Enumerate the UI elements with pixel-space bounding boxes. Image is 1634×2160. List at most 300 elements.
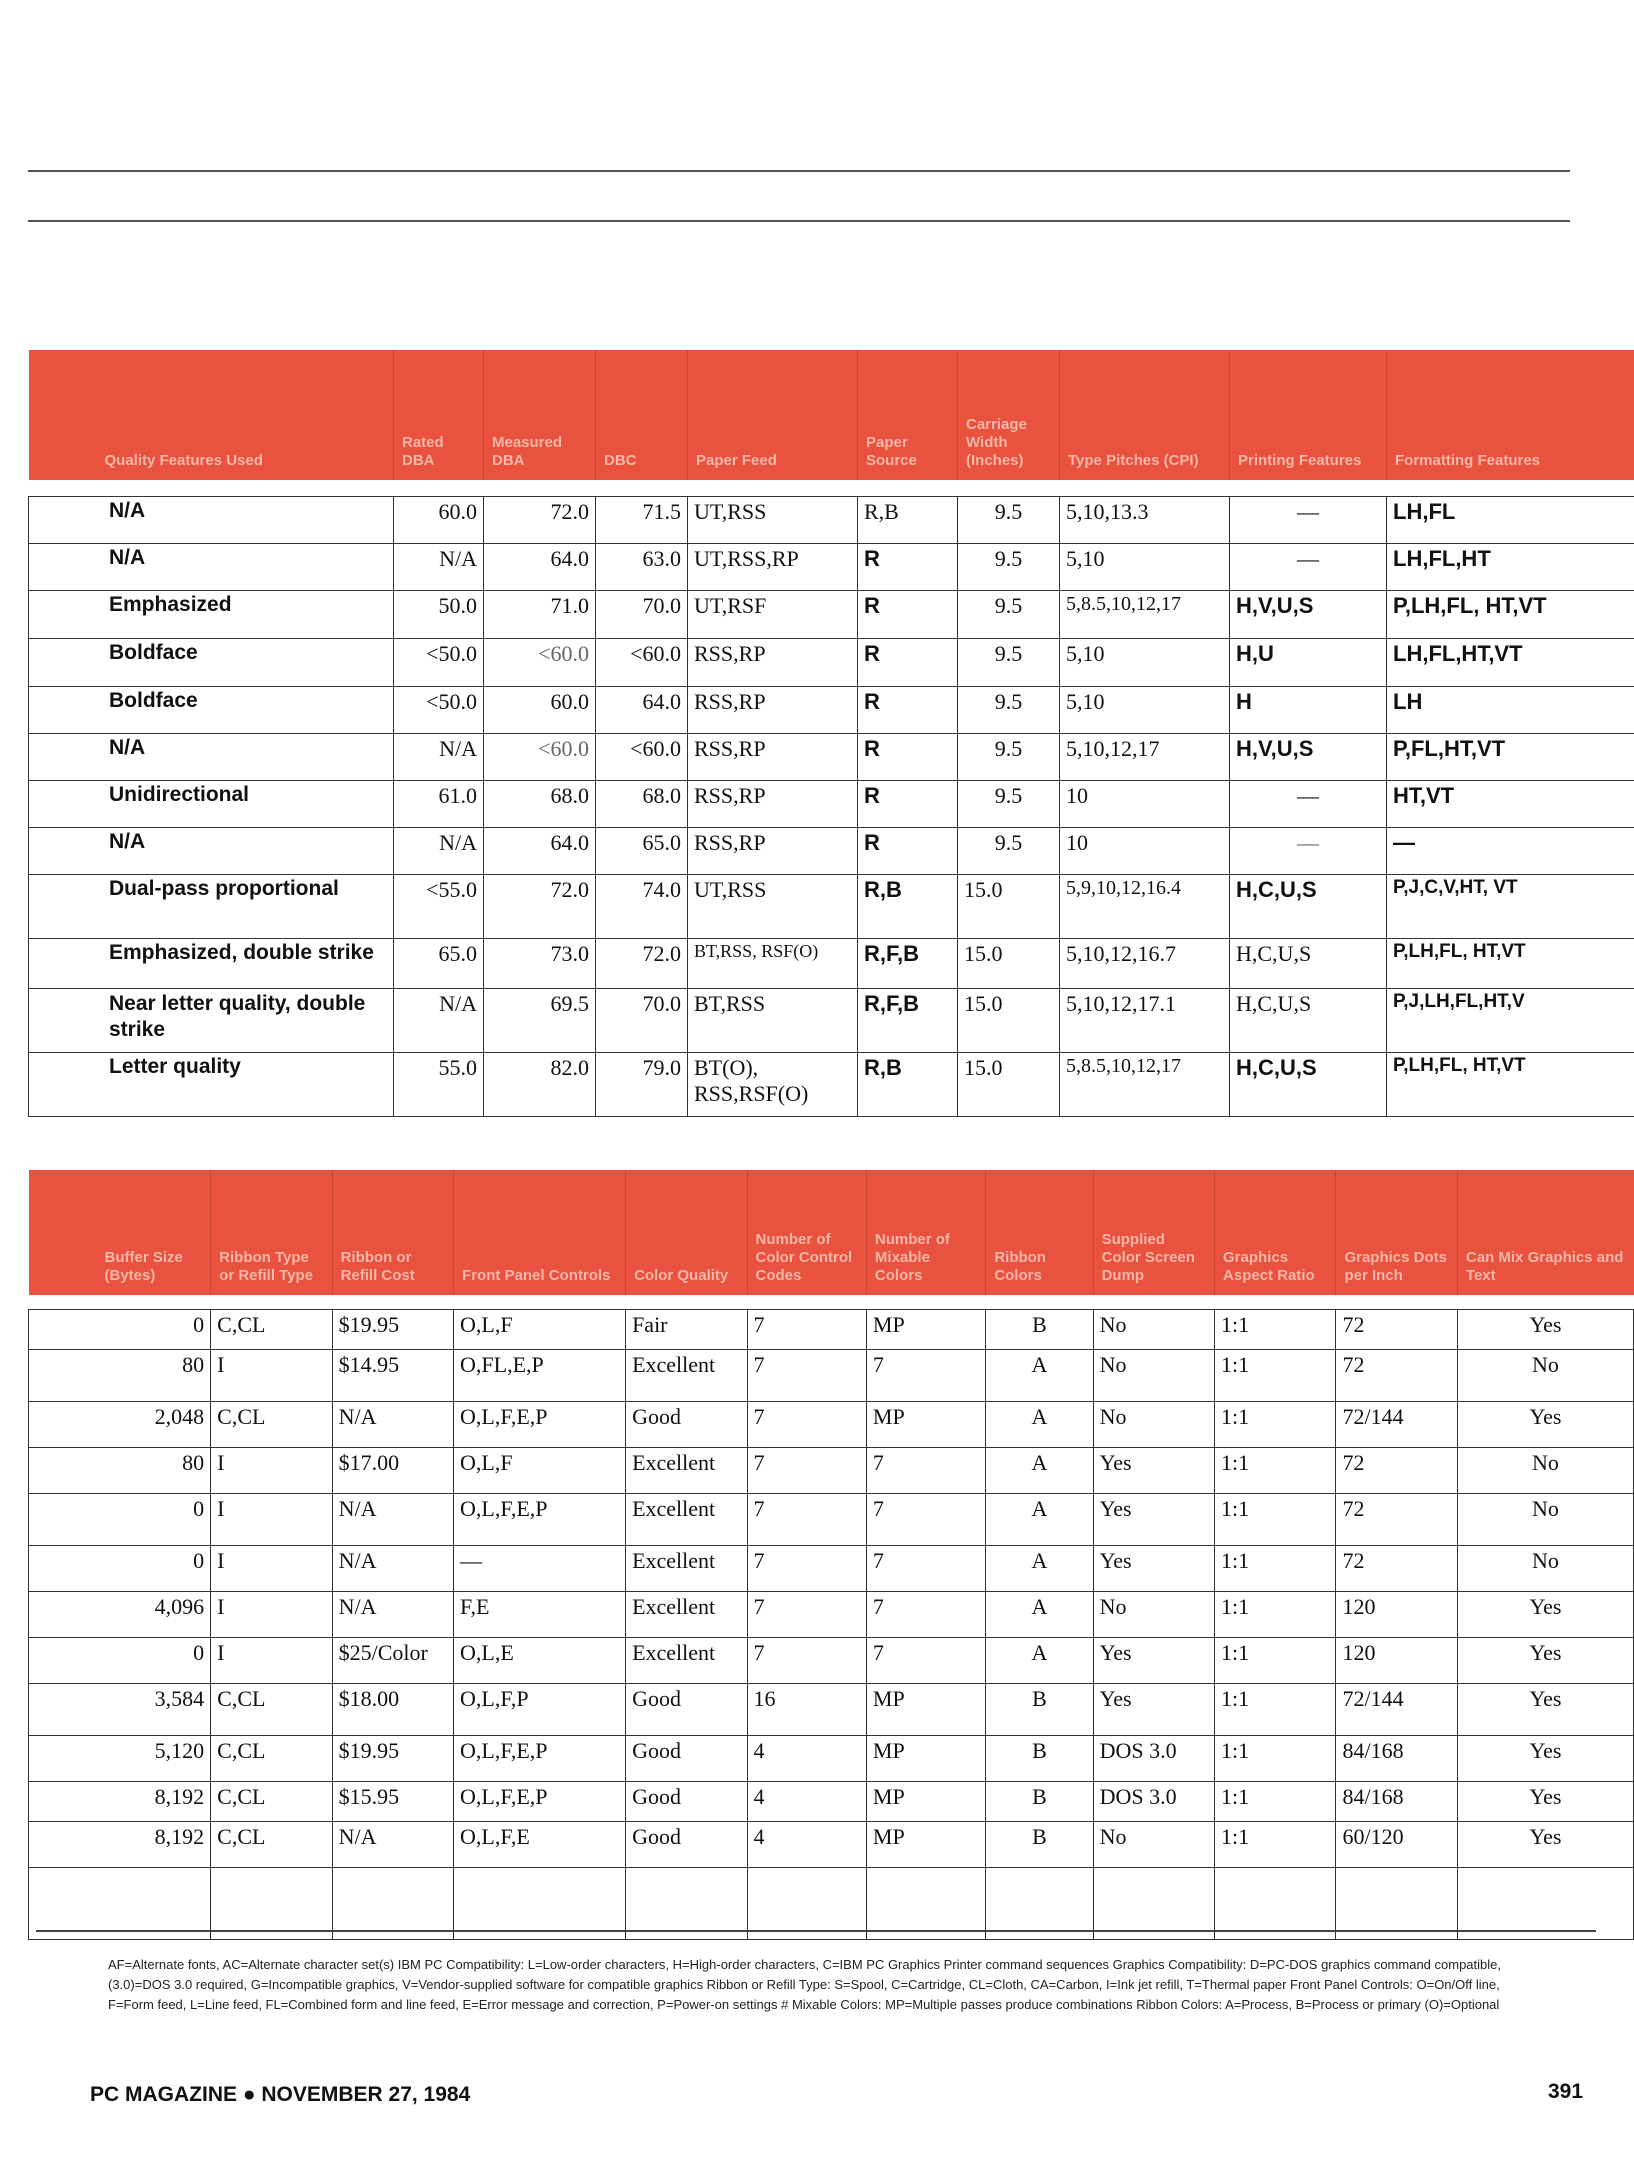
col-ribbon-colors: Ribbon Colors [986,1170,1093,1295]
cell: $14.95 [332,1349,453,1401]
cell [1093,1867,1214,1939]
col-ribbon-type: Ribbon Type or Refill Type [211,1170,332,1295]
cell: O,L,F [454,1447,626,1493]
cell: 1:1 [1215,1309,1336,1349]
cell: MP [866,1821,985,1867]
cell: 60/120 [1336,1821,1457,1867]
col-ribbon-cost: Ribbon or Refill Cost [332,1170,453,1295]
table-row [29,780,1634,827]
cell: 72/144 [1336,1401,1457,1447]
cell: H,C,U,S [1230,1052,1387,1116]
cell: Yes [1093,1683,1214,1735]
cell: <55.0 [394,874,484,938]
cell: <50.0 [394,686,484,733]
cell: RSS,RP [688,638,858,686]
cell [211,1867,332,1939]
table-row [29,733,1634,780]
col-mixable-colors: Number of Mixable Colors [866,1170,985,1295]
cell: 71.0 [484,590,596,638]
cell: N/A [29,827,394,874]
table-row [29,1637,1634,1683]
cell [986,1867,1093,1939]
top-rule-1 [28,170,1570,172]
cell: 64.0 [484,543,596,590]
cell: A [986,1401,1093,1447]
cell: C,CL [211,1683,332,1735]
cell: BT,RSS [688,988,858,1052]
cell [332,1867,453,1939]
cell: 73.0 [484,938,596,988]
cell: O,FL,E,P [454,1349,626,1401]
cell: 80 [29,1349,211,1401]
cell: No [1093,1349,1214,1401]
cell: Dual-pass proportional [29,874,394,938]
cell: H,C,U,S [1230,988,1387,1052]
table-row [29,1867,1634,1939]
cell: BT,RSS, RSF(O) [688,938,858,988]
cell: A [986,1591,1093,1637]
cell [626,1867,747,1939]
cell: 7 [866,1545,985,1591]
cell: O,L,F,E,P [454,1493,626,1545]
table-row [29,686,1634,733]
cell: Excellent [626,1493,747,1545]
cell: N/A [394,827,484,874]
cell: 72 [1336,1493,1457,1545]
cell: N/A [332,1821,453,1867]
cell: P,J,C,V,HT, VT [1387,874,1634,938]
cell: Unidirectional [29,780,394,827]
cell: 10 [1060,827,1230,874]
cell: N/A [29,496,394,543]
table-row [29,1821,1634,1867]
cell: 7 [747,1591,866,1637]
cell: Letter quality [29,1052,394,1116]
cell: — [1387,827,1634,874]
cell: 72/144 [1336,1683,1457,1735]
cell: 4,096 [29,1591,211,1637]
cell: MP [866,1781,985,1821]
cell: 4 [747,1821,866,1867]
col-carriage-width: Carriage Width (Inches) [958,350,1060,480]
cell: 7 [747,1309,866,1349]
cell: Boldface [29,638,394,686]
table-row [29,543,1634,590]
cell: No [1457,1447,1633,1493]
cell: DOS 3.0 [1093,1735,1214,1781]
table-row [29,590,1634,638]
cell: 1:1 [1215,1683,1336,1735]
cell: 72 [1336,1309,1457,1349]
col-buffer-size: Buffer Size (Bytes) [29,1170,211,1295]
cell: 9.5 [958,543,1060,590]
cell: 84/168 [1336,1781,1457,1821]
cell: 60.0 [394,496,484,543]
cell: 63.0 [596,543,688,590]
cell: Yes [1457,1309,1633,1349]
cell: H,C,U,S [1230,938,1387,988]
cell: Emphasized [29,590,394,638]
cell: R [858,827,958,874]
cell: N/A [29,733,394,780]
table-row [29,1683,1634,1735]
cell: 7 [747,1447,866,1493]
cell: I [211,1591,332,1637]
cell: MP [866,1735,985,1781]
cell: I [211,1349,332,1401]
cell: A [986,1493,1093,1545]
cell: 15.0 [958,1052,1060,1116]
cell: H,U [1230,638,1387,686]
cell: 69.5 [484,988,596,1052]
cell: Yes [1457,1683,1633,1735]
cell: 7 [866,1447,985,1493]
cell: 72.0 [484,874,596,938]
col-measured-dba: Measured DBA [484,350,596,480]
cell: 7 [866,1637,985,1683]
table-row [29,874,1634,938]
cell: — [1230,827,1387,874]
printer-features-table [28,350,1634,1117]
cell: 5,9,10,12,16.4 [1060,874,1230,938]
cell: RSS,RP [688,733,858,780]
cell [866,1867,985,1939]
cell: MP [866,1309,985,1349]
cell: Good [626,1735,747,1781]
cell: <60.0 [596,638,688,686]
cell: N/A [394,543,484,590]
cell: 1:1 [1215,1821,1336,1867]
cell: UT,RSS [688,496,858,543]
cell: 9.5 [958,590,1060,638]
cell: H [1230,686,1387,733]
cell: 64.0 [596,686,688,733]
cell: 71.5 [596,496,688,543]
cell: 7 [747,1493,866,1545]
cell: 82.0 [484,1052,596,1116]
table-row [29,1781,1634,1821]
cell: DOS 3.0 [1093,1781,1214,1821]
cell: 1:1 [1215,1349,1336,1401]
cell: 7 [747,1545,866,1591]
cell: 0 [29,1493,211,1545]
col-rated-dba: Rated DBA [394,350,484,480]
cell [1336,1867,1457,1939]
col-dbc: DBC [596,350,688,480]
cell: No [1457,1349,1633,1401]
table-row [29,827,1634,874]
cell: Yes [1457,1821,1633,1867]
cell: RSS,RP [688,827,858,874]
cell: 70.0 [596,590,688,638]
cell: MP [866,1683,985,1735]
col-type-pitches: Type Pitches (CPI) [1060,350,1230,480]
cell: $15.95 [332,1781,453,1821]
cell: 1:1 [1215,1637,1336,1683]
table-row [29,1591,1634,1637]
cell: P,LH,FL, HT,VT [1387,1052,1634,1116]
legend-footnotes: AF=Alternate fonts, AC=Alternate character set(s) IBM PC Compatibility: L=Low-order characters, H=High-order characters, C=IBM PC Graphics Printer command sequences Graphics Compatibility: D=PC-DOS graphics command compatible, (3.0)=DOS 3.0 required, G=Incompatible graphics, V=Vendor-supplied software for compatible graphics Ribbon or Refill Type: S=Spool, C=Cartridge, CL=Cloth, CA=Carbon, I=Ink jet refill, T=Thermal paper Front Panel Controls: O=On/Off line, F=Form feed, L=Line feed, FL=Combined form and line feed, E=Error message and correction, P=Power-on settings # Mixable Colors: MP=Multiple passes produce combinations Ribbon Colors: A=Process, B=Process or primary (O)=Optional [108,1957,1501,2012]
cell: $25/Color [332,1637,453,1683]
cell: P,J,LH,FL,HT,V [1387,988,1634,1052]
cell: Yes [1457,1735,1633,1781]
col-mix-graphics-text: Can Mix Graphics and Text [1457,1170,1633,1295]
col-color-codes: Number of Color Control Codes [747,1170,866,1295]
cell: 7 [747,1637,866,1683]
table-row [29,1401,1634,1447]
table-row [29,988,1634,1052]
cell: 9.5 [958,733,1060,780]
cell: C,CL [211,1781,332,1821]
col-quality-features: Quality Features Used [29,350,394,480]
cell: Excellent [626,1637,747,1683]
table-row [29,1493,1634,1545]
cell: B [986,1821,1093,1867]
cell: O,L,F [454,1309,626,1349]
cell: 7 [747,1401,866,1447]
cell: Good [626,1781,747,1821]
cell: Excellent [626,1349,747,1401]
cell: 1:1 [1215,1545,1336,1591]
cell: 80 [29,1447,211,1493]
cell: N/A [332,1545,453,1591]
cell: N/A [394,733,484,780]
cell: 68.0 [484,780,596,827]
cell: 7 [866,1493,985,1545]
cell: 15.0 [958,938,1060,988]
cell: — [1230,543,1387,590]
cell: A [986,1447,1093,1493]
cell: 1:1 [1215,1401,1336,1447]
cell: No [1093,1401,1214,1447]
cell: Excellent [626,1447,747,1493]
cell: Good [626,1821,747,1867]
cell: BT(O), RSS,RSF(O) [688,1052,858,1116]
cell: Emphasized, double strike [29,938,394,988]
top-rule-2 [28,220,1570,222]
cell: R,B [858,496,958,543]
cell: Excellent [626,1545,747,1591]
cell: <60.0 [484,733,596,780]
cell: N/A [332,1591,453,1637]
cell: 4 [747,1735,866,1781]
cell: 5,10,12,17.1 [1060,988,1230,1052]
cell: LH,FL,HT,VT [1387,638,1634,686]
cell: R [858,780,958,827]
cell: Yes [1093,1637,1214,1683]
cell: C,CL [211,1309,332,1349]
cell: HT,VT [1387,780,1634,827]
cell: P,LH,FL, HT,VT [1387,938,1634,988]
cell: 120 [1336,1591,1457,1637]
cell: 50.0 [394,590,484,638]
cell: 68.0 [596,780,688,827]
cell: O,L,F,E,P [454,1735,626,1781]
cell: RSS,RP [688,686,858,733]
publication-footer: PC MAGAZINE ● NOVEMBER 27, 1984 [90,2083,471,2106]
cell: N/A [332,1493,453,1545]
cell: R,B [858,1052,958,1116]
cell: 1:1 [1215,1591,1336,1637]
footnote-rule [36,1930,1596,1932]
cell: $17.00 [332,1447,453,1493]
cell [29,1867,211,1939]
cell: R,F,B [858,938,958,988]
cell: 5,10 [1060,686,1230,733]
cell: 70.0 [596,988,688,1052]
cell: 7 [866,1349,985,1401]
cell: O,L,F,P [454,1683,626,1735]
cell: Yes [1457,1591,1633,1637]
cell: 120 [1336,1637,1457,1683]
cell: R [858,590,958,638]
cell: 64.0 [484,827,596,874]
cell: LH [1387,686,1634,733]
cell: 9.5 [958,496,1060,543]
cell: 5,8.5,10,12,17 [1060,590,1230,638]
cell: 1:1 [1215,1781,1336,1821]
cell: I [211,1545,332,1591]
cell: $19.95 [332,1735,453,1781]
cell: 72 [1336,1447,1457,1493]
cell: Good [626,1683,747,1735]
printer-color-graphics-table [28,1170,1634,1940]
col-front-panel: Front Panel Controls [454,1170,626,1295]
cell: No [1457,1545,1633,1591]
cell: 4 [747,1781,866,1821]
cell: B [986,1781,1093,1821]
cell: No [1093,1309,1214,1349]
cell: 60.0 [484,686,596,733]
cell: 72 [1336,1349,1457,1401]
cell: No [1093,1821,1214,1867]
cell: UT,RSF [688,590,858,638]
table-row [29,1052,1634,1116]
cell: A [986,1545,1093,1591]
cell: R [858,638,958,686]
cell: Yes [1093,1493,1214,1545]
cell: Boldface [29,686,394,733]
cell [454,1867,626,1939]
cell: 79.0 [596,1052,688,1116]
cell: 15.0 [958,874,1060,938]
cell: H,V,U,S [1230,733,1387,780]
cell: B [986,1735,1093,1781]
cell: 1:1 [1215,1447,1336,1493]
cell: R [858,686,958,733]
page-number: 391 [1548,2080,1584,2103]
cell: 0 [29,1637,211,1683]
cell: 8,192 [29,1781,211,1821]
cell: Yes [1457,1637,1633,1683]
cell: 5,10 [1060,638,1230,686]
cell: 10 [1060,780,1230,827]
cell: 2,048 [29,1401,211,1447]
cell: Near letter quality, double strike [29,988,394,1052]
cell: I [211,1493,332,1545]
cell: RSS,RP [688,780,858,827]
cell: 72.0 [596,938,688,988]
cell: H,C,U,S [1230,874,1387,938]
cell: LH,FL [1387,496,1634,543]
cell: A [986,1349,1093,1401]
cell [747,1867,866,1939]
cell: N/A [29,543,394,590]
col-color-quality: Color Quality [626,1170,747,1295]
table-row [29,938,1634,988]
cell: — [454,1545,626,1591]
cell: N/A [332,1401,453,1447]
col-screen-dump: Supplied Color Screen Dump [1093,1170,1214,1295]
cell: $19.95 [332,1309,453,1349]
cell [1215,1867,1336,1939]
cell: R [858,543,958,590]
cell: C,CL [211,1735,332,1781]
cell: 65.0 [394,938,484,988]
cell: O,L,F,E [454,1821,626,1867]
cell: 5,10,12,16.7 [1060,938,1230,988]
cell: O,L,F,E,P [454,1781,626,1821]
cell: LH,FL,HT [1387,543,1634,590]
cell: R,B [858,874,958,938]
col-paper-source: Paper Source [858,350,958,480]
cell: 5,10 [1060,543,1230,590]
cell: 8,192 [29,1821,211,1867]
cell: — [1230,780,1387,827]
cell: O,L,F,E,P [454,1401,626,1447]
cell: 9.5 [958,827,1060,874]
table-row [29,1735,1634,1781]
cell: 7 [747,1349,866,1401]
cell: Yes [1093,1447,1214,1493]
cell: 16 [747,1683,866,1735]
cell: 65.0 [596,827,688,874]
cell: 55.0 [394,1052,484,1116]
cell: I [211,1447,332,1493]
cell: <60.0 [596,733,688,780]
cell: — [1230,496,1387,543]
cell: 9.5 [958,638,1060,686]
table-row [29,1349,1634,1401]
cell: Good [626,1401,747,1447]
cell: MP [866,1401,985,1447]
cell: 7 [866,1591,985,1637]
table-row [29,1309,1634,1349]
cell: 5,10,12,17 [1060,733,1230,780]
cell: P,FL,HT,VT [1387,733,1634,780]
cell: C,CL [211,1401,332,1447]
cell: 84/168 [1336,1735,1457,1781]
cell: 74.0 [596,874,688,938]
cell: C,CL [211,1821,332,1867]
cell: B [986,1683,1093,1735]
cell: 72 [1336,1545,1457,1591]
col-dots-per-inch: Graphics Dots per Inch [1336,1170,1457,1295]
cell: <60.0 [484,638,596,686]
cell [1457,1867,1633,1939]
cell: R,F,B [858,988,958,1052]
cell: O,L,E [454,1637,626,1683]
cell: 15.0 [958,988,1060,1052]
cell: No [1457,1493,1633,1545]
cell: $18.00 [332,1683,453,1735]
cell: 5,120 [29,1735,211,1781]
table-row [29,1447,1634,1493]
col-aspect-ratio: Graphics Aspect Ratio [1215,1170,1336,1295]
cell: 9.5 [958,686,1060,733]
table-row [29,496,1634,543]
cell: B [986,1309,1093,1349]
